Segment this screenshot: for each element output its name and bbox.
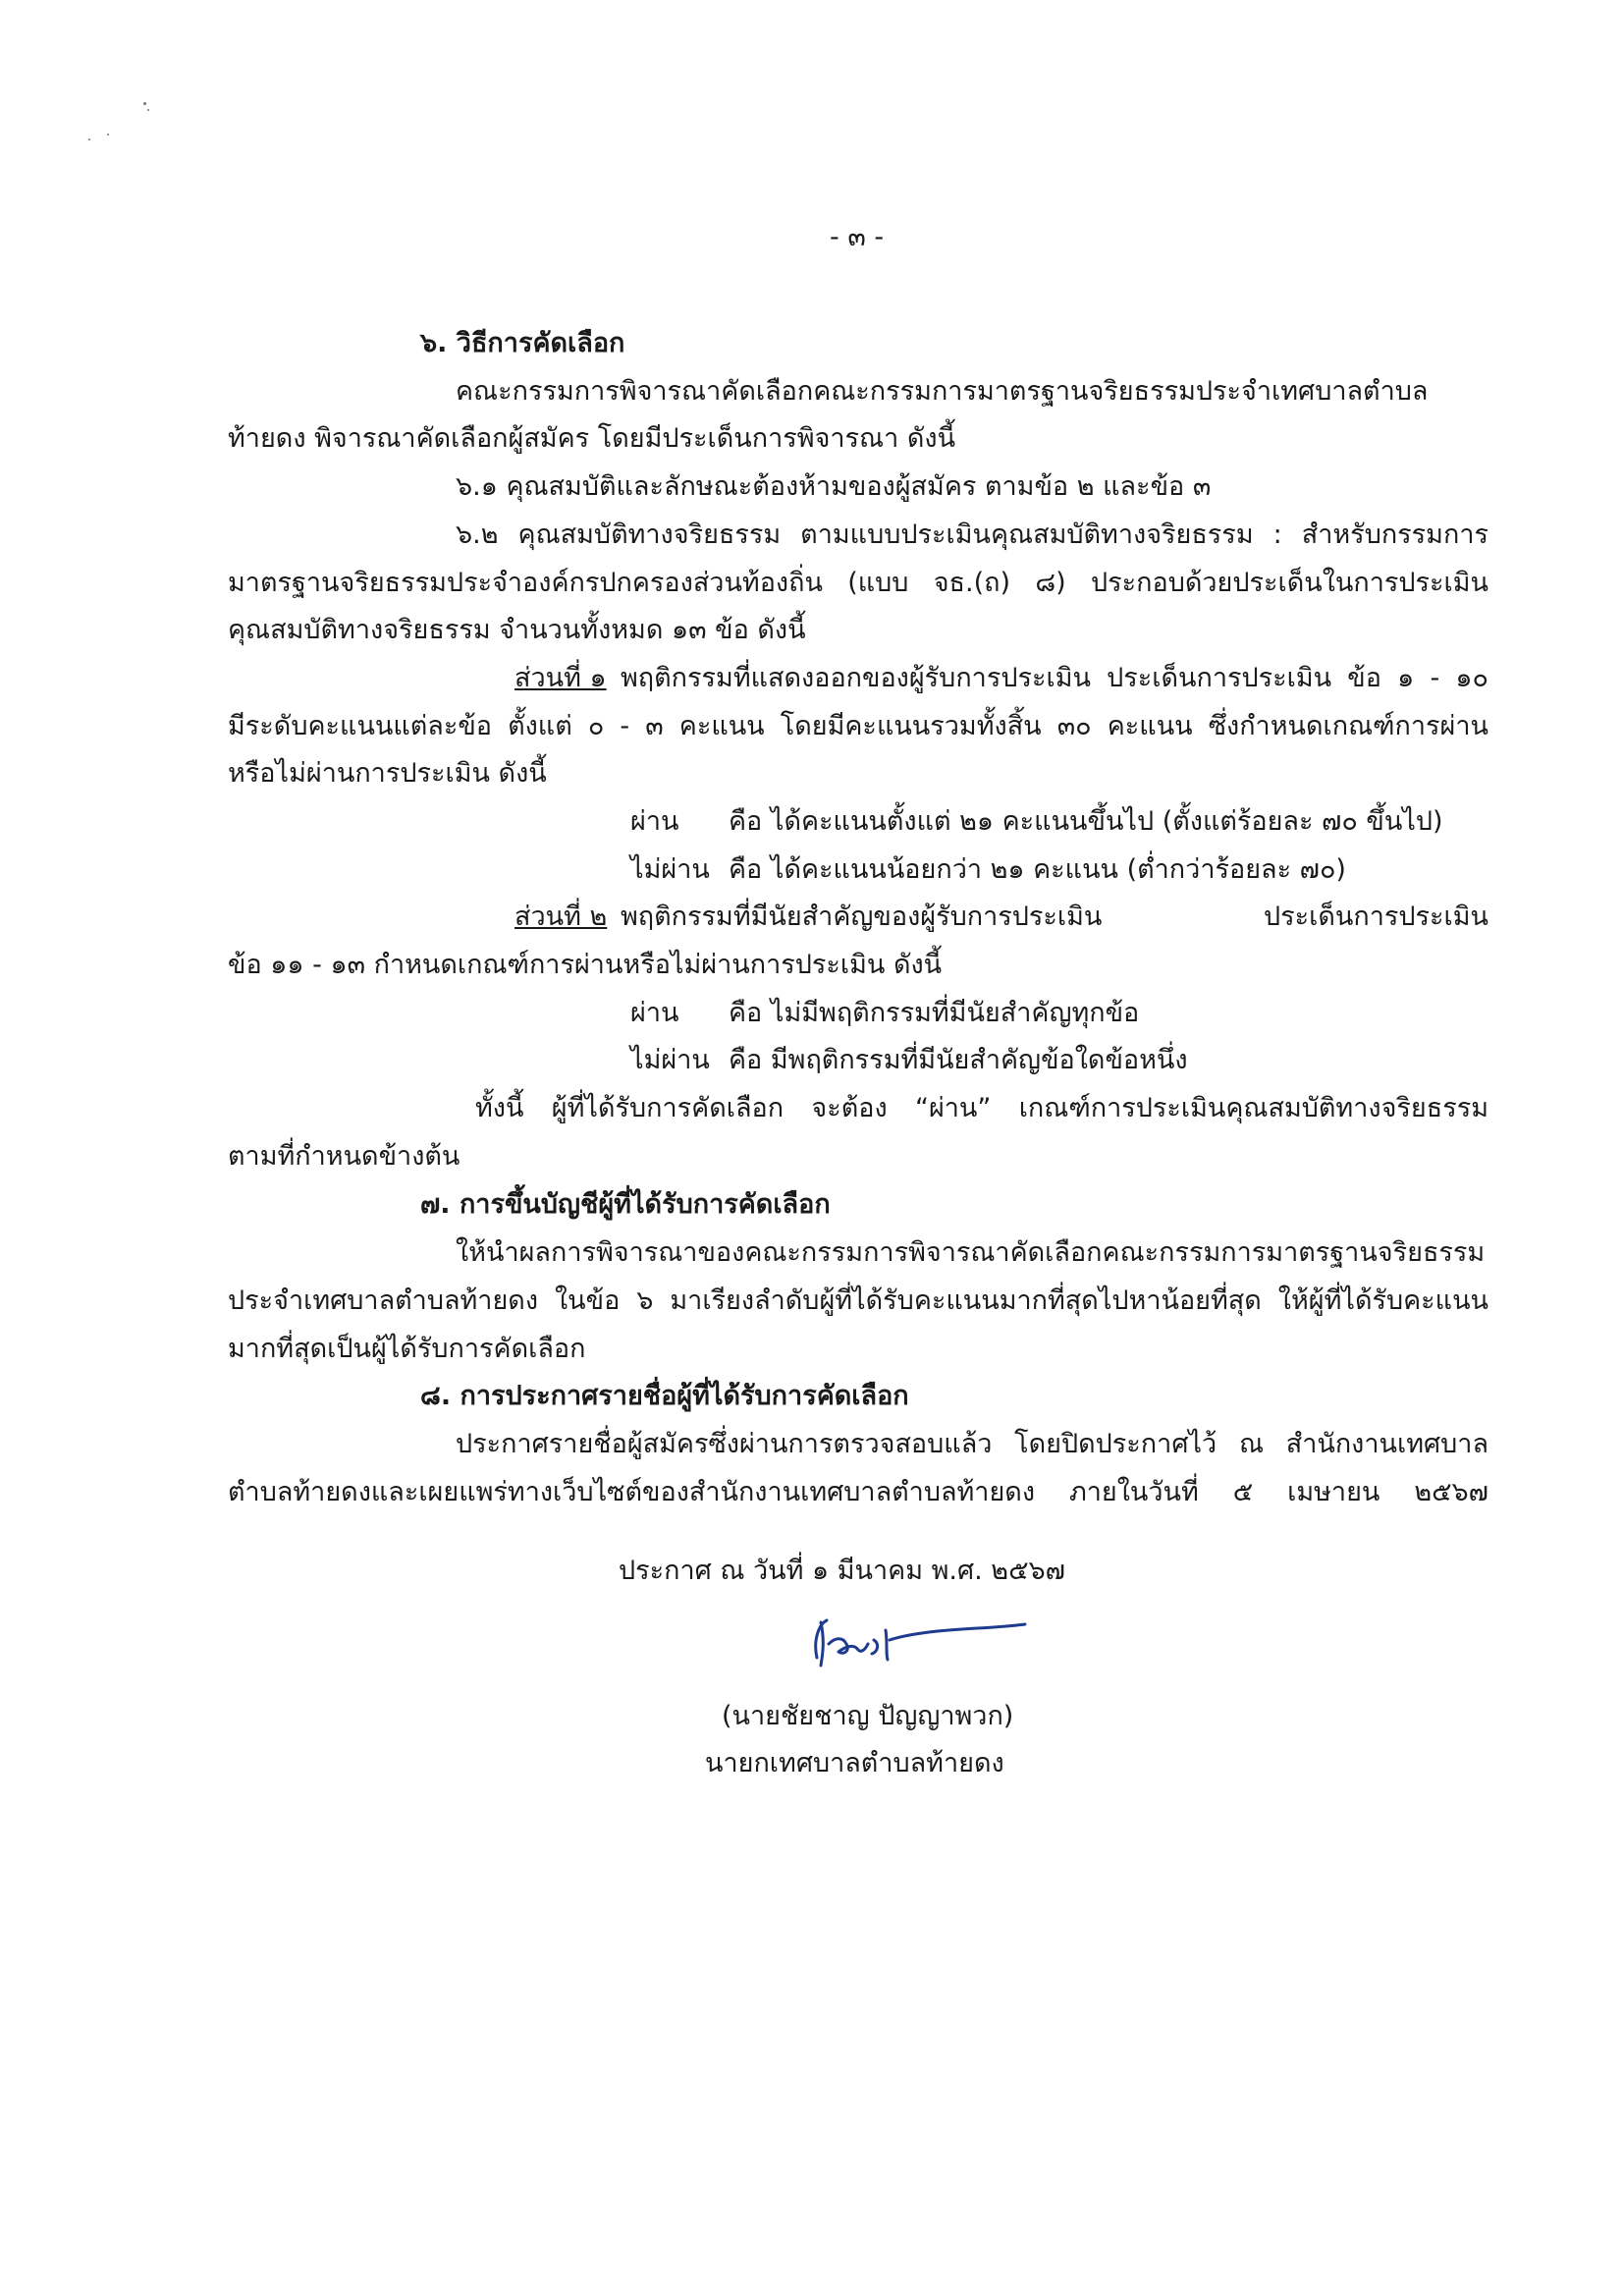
section-6-heading: ๖. วิธีการคัดเลือก (420, 328, 625, 358)
part-1-fail-criteria: คือ ได้คะแนนน้อยกว่า ๒๑ คะแนน (ต่ำกว่าร้อยละ ๗๐) (729, 854, 1346, 885)
item-6-2-line: ๖.๒ คุณสมบัติทางจริยธรรม ตามแบบประเมินคุณสมบัติทางจริยธรรม : สำหรับกรรมการ (456, 519, 1488, 550)
conclusion-line: ตามที่กำหนดข้างต้น (228, 1141, 460, 1172)
part-1-fail-label: ไม่ผ่าน (630, 854, 710, 885)
part-1-pass-label: ผ่าน (630, 806, 679, 837)
part-2-fail-label: ไม่ผ่าน (630, 1045, 710, 1075)
section-7-heading: ๗. การขึ้นบัญชีผู้ที่ได้รับการคัดเลือก (420, 1189, 831, 1220)
section-7-line: ให้นำผลการพิจารณาของคณะกรรมการพิจารณาคัดเลือกคณะกรรมการมาตรฐานจริยธรรม (456, 1237, 1486, 1268)
item-6-2-line: มาตรฐานจริยธรรมประจำองค์กรปกครองส่วนท้องถิ่น (แบบ จธ.(ถ) ๘) ประกอบด้วยประเด็นในการประเมิน (228, 568, 1488, 598)
item-6-1: ๖.๑ คุณสมบัติและลักษณะต้องห้ามของผู้สมัคร ตามข้อ ๒ และข้อ ๓ (456, 471, 1212, 502)
part-2-line: ข้อ ๑๑ - ๑๓ กำหนดเกณฑ์การผ่านหรือไม่ผ่านการประเมิน ดังนี้ (228, 950, 943, 980)
item-6-2-line: คุณสมบัติทางจริยธรรม จำนวนทั้งหมด ๑๓ ข้อ ดังนี้ (228, 615, 806, 645)
signer-name: (นายชัยชาญ ปัญญาพวก) (722, 1701, 1014, 1731)
scan-speck (88, 138, 90, 140)
part-2-pass-criteria: คือ ไม่มีพฤติกรรมที่มีนัยสำคัญทุกข้อ (729, 998, 1140, 1028)
announce-date: ประกาศ ณ วันที่ ๑ มีนาคม พ.ศ. ๒๕๖๗ (619, 1556, 1065, 1586)
section-7-line: มากที่สุดเป็นผู้ได้รับการคัดเลือก (228, 1334, 586, 1364)
part-2-fail-criteria: คือ มีพฤติกรรมที่มีนัยสำคัญข้อใดข้อหนึ่ง (729, 1045, 1188, 1075)
part-2-label: ส่วนที่ ๒ (514, 902, 608, 932)
section-6-para-line: ท้ายดง พิจารณาคัดเลือกผู้สมัคร โดยมีประเด็นการพิจารณา ดังนี้ (228, 423, 956, 454)
signature-mark (803, 1611, 1039, 1679)
section-8-line: ตำบลท้ายดงและเผยแพร่ทางเว็บไซต์ของสำนักงานเทศบาลตำบลท้ายดง ภายในวันที่ ๕ เมษายน ๒๕๖๗ (228, 1477, 1488, 1507)
section-8-line: ประกาศรายชื่อผู้สมัครซึ่งผ่านการตรวจสอบแล้ว โดยปิดประกาศไว้ ณ สำนักงานเทศบาล (456, 1429, 1488, 1459)
part-1-pass-criteria: คือ ได้คะแนนตั้งแต่ ๒๑ คะแนนขึ้นไป (ตั้งแต่ร้อยละ ๗๐ ขึ้นไป) (729, 806, 1443, 837)
part-1-label: ส่วนที่ ๑ (514, 663, 607, 693)
part-1-line: มีระดับคะแนนแต่ละข้อ ตั้งแต่ ๐ - ๓ คะแนน โดยมีคะแนนรวมทั้งสิ้น ๓๐ คะแนน ซึ่งกำหนดเกณฑ์การผ่าน (228, 711, 1488, 741)
part-2-pass-label: ผ่าน (630, 998, 679, 1028)
part-1-line: หรือไม่ผ่านการประเมิน ดังนี้ (228, 758, 547, 789)
signer-title: นายกเทศบาลตำบลท้ายดง (705, 1748, 1004, 1778)
section-8-heading: ๘. การประกาศรายชื่อผู้ที่ได้รับการคัดเลือก (420, 1381, 909, 1411)
section-7-line: ประจำเทศบาลตำบลท้ายดง ในข้อ ๖ มาเรียงลำดับผู้ที่ได้รับคะแนนมากที่สุดไปหาน้อยที่สุด ให้ผู้ที่ได้รับคะแนน (228, 1285, 1488, 1316)
conclusion-line: ทั้งนี้ ผู้ที่ได้รับการคัดเลือก จะต้อง “ผ่าน” เกณฑ์การประเมินคุณสมบัติทางจริยธรรม (475, 1093, 1488, 1123)
scan-speck (147, 109, 149, 111)
page-number: - ๓ - (830, 222, 885, 252)
section-6-para-line: คณะกรรมการพิจารณาคัดเลือกคณะกรรมการมาตรฐานจริยธรรมประจำเทศบาลตำบล (456, 376, 1429, 407)
part-2-line: พฤติกรรมที่มีนัยสำคัญของผู้รับการประเมิน ประเด็นการประเมิน (621, 902, 1488, 932)
scan-speck (107, 134, 109, 136)
part-1-line: พฤติกรรมที่แสดงออกของผู้รับการประเมิน ประเด็นการประเมิน ข้อ ๑ - ๑๐ (621, 663, 1488, 693)
scan-speck (143, 102, 146, 105)
